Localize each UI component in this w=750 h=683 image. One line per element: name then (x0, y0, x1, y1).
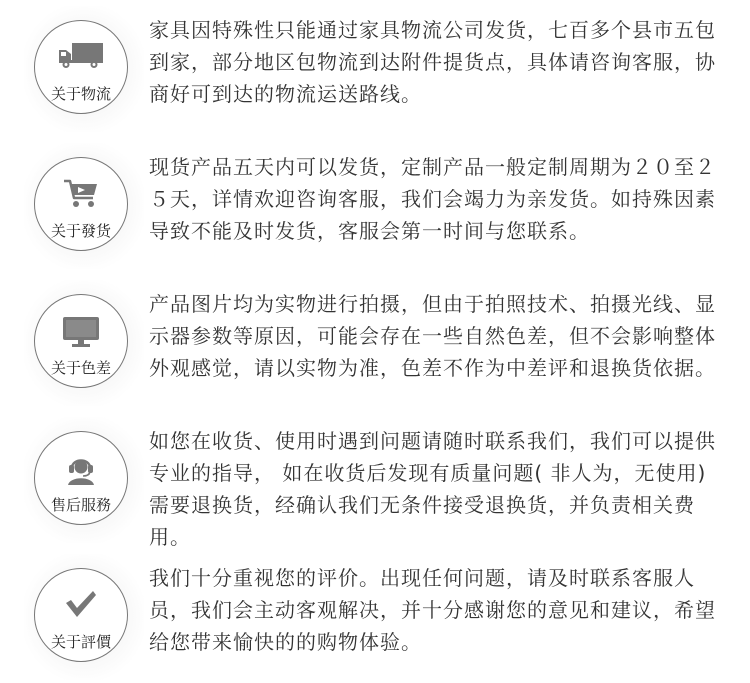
shipping-description: 现货产品五天内可以发货，定制产品一般定制周期为２０至２５天，详情欢迎咨询客服，我们会竭力为亲发货。如持殊因素导致不能及时发货，客服会第一时间与您联系。 (149, 155, 716, 243)
review-section (0, 548, 750, 683)
customer-service-icon (64, 452, 98, 486)
badge-label: 关于色差 (50, 359, 111, 377)
badge-label: 售后服務 (50, 496, 111, 514)
logistics-badge (34, 20, 128, 114)
badge-label: 关于物流 (50, 85, 111, 103)
review-description: 我们十分重视您的评价。出现任何问题，请及时联系客服人员，我们会主动客观解决，并十分感谢您的意见和建议，希望给您带来愉快的的购物体验。 (149, 566, 716, 654)
after-sales-badge (34, 431, 128, 525)
checkmark-icon (64, 589, 98, 619)
after-sales-description: 如您在收货、使用时遇到问题请随时联系我们，我们可以提供专业的指导， 如在收货后发现有质量问题( 非人为，无使用) 需要退换货，经确认我们无条件接受退换货，并负责相关费用。 (149, 429, 716, 549)
shipping-badge (34, 157, 128, 251)
color-difference-badge (34, 294, 128, 388)
logistics-description: 家具因特殊性只能通过家具物流公司发货，七百多个县市五包到家，部分地区包物流到达附件提货点，具体请咨询客服，协商好可到达的物流运送路线。 (149, 18, 716, 106)
badge-label: 关于發货 (50, 222, 111, 240)
monitor-icon (61, 315, 101, 349)
badge-label: 关于評價 (50, 633, 111, 651)
after-sales-section (0, 411, 750, 548)
review-badge (34, 568, 128, 662)
truck-icon (58, 41, 104, 69)
shipping-section (0, 137, 750, 274)
color-difference-section (0, 274, 750, 411)
color-difference-description: 产品图片均为实物进行拍摄，但由于拍照技术、拍摄光线、显示器参数等原因，可能会存在一些自然色差，但不会影响整体外观感觉，请以实物为准，色差不作为中差评和退换货依据。 (149, 292, 716, 380)
logistics-section (0, 0, 750, 137)
shopping-cart-icon (63, 178, 99, 210)
